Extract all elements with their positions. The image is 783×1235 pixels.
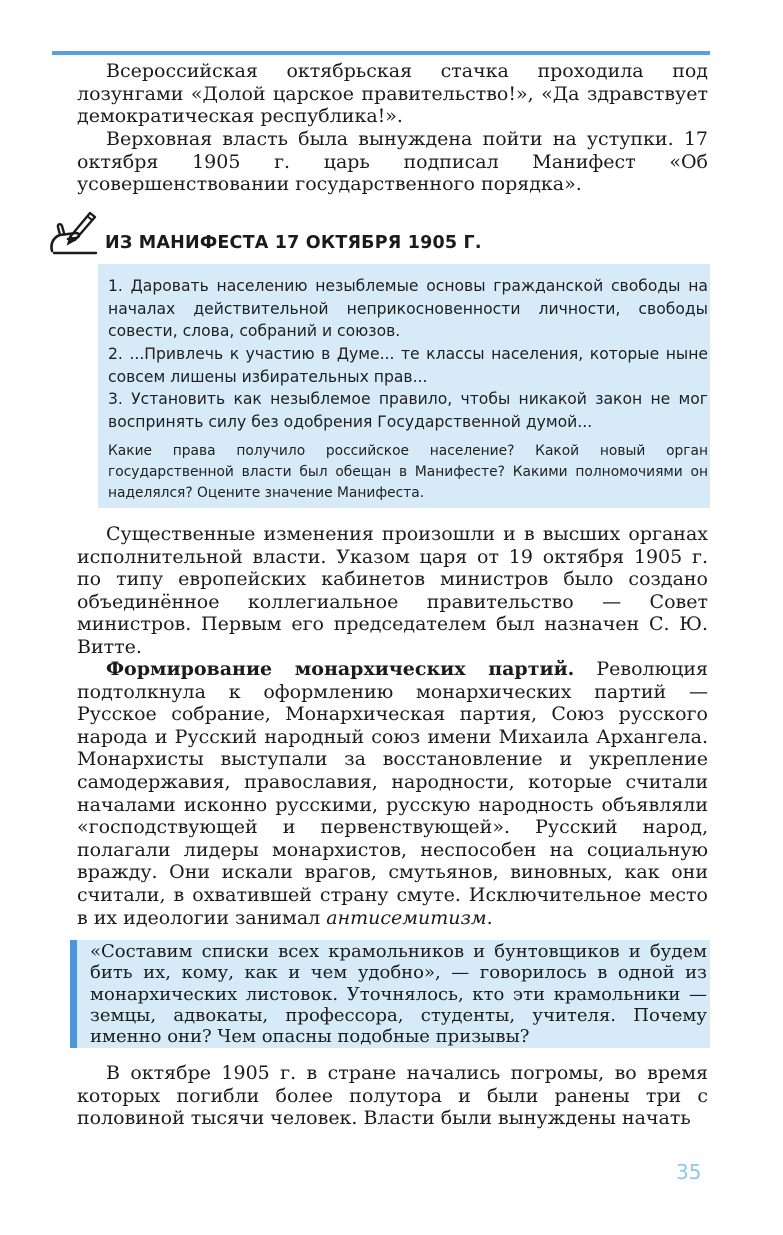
manifesto-item-2: 2. ...Привлечь к участию в Думе... те классы населения, которые ныне совсем лишены избирательных прав... xyxy=(108,345,708,386)
source-questions: Какие права получило российское население? Какой новый орган государственной власти был обещан в Манифесте? Какими полномочиями он наделялся? Оцените значение Манифеста. xyxy=(108,443,708,501)
header-divider xyxy=(52,51,710,55)
manifesto-item-3: 3. Установить как незыблемое правило, чтобы никакой закон не мог воспринять силу без одобрения Государственной думой... xyxy=(108,390,708,431)
body-paragraph-pogroms: В октябре 1905 г. в стране начались погромы, во время которых погибли более полутора и были ранены три с половиной тысячи человек. Власти были вынуждены начать xyxy=(77,1062,708,1130)
source-section-header xyxy=(46,207,708,261)
source-section-title: ИЗ МАНИФЕСТА 17 ОКТЯБРЯ 1905 Г. xyxy=(105,233,482,253)
paragraph-end: . xyxy=(486,906,493,929)
quote-text: «Составим списки всех крамольников и бунтовщиков и будем бить их, кому, как и чем удобно», — говорилось в одной из монархических листовок. Уточнялось, кто эти крамольники — земцы, адвокаты, профессора, студенты, учителя. Почему именно они? Чем опасны подобные призывы? xyxy=(90,941,707,1048)
manifesto-item-1: 1. Даровать населению незыблемые основы гражданской свободы на началах действительной неприкосновенности личности, свободы совести, слова, собраний и союзов. xyxy=(108,277,708,341)
quote-accent-bar xyxy=(70,940,77,1048)
hand-writing-icon xyxy=(46,207,102,259)
page-number: 35 xyxy=(676,1160,702,1184)
paragraph-text: Революция подтолкнула к оформлению монархических партий — Русское собрание, Монархическая партия, Союз русского народа и Русский народный союз имени Михаила Архангела. Монархисты выступали за восстановление и укрепление самодержавия, православия, народности, которые считали началами исконно русскими, русскую народность объявляли «господствующей и первенствующей». Русский народ, полагали лидеры монархистов, неспособен на социальную вражду. Они искали врагов, смутьянов, виновных, как они считали, в охватившей страну смуте. Исключительное место в их идеологии занимал xyxy=(77,658,709,929)
key-term: антисемитизм xyxy=(326,906,487,929)
body-paragraph-council: Существенные изменения произошли и в высших органах исполнительной власти. Указом царя от 19 октября 1905 г. по типу европейских кабинетов министров было создано объединённое коллегиальное правительство — Совет министров. Первым его председателем был назначен С. Ю. Витте. xyxy=(77,523,708,658)
body-paragraph-monarchist-parties xyxy=(77,658,708,929)
intro-paragraph-2: Верховная власть была вынуждена пойти на уступки. 17 октября 1905 г. царь подписал Манифест «Об усовершенствовании государственного порядка». xyxy=(77,128,708,196)
section-heading: Формирование монархических партий. xyxy=(106,658,575,680)
intro-paragraph-1: Всероссийская октябрьская стачка проходила под лозунгами «Долой царское правительство!», «Да здравствует демократическая республика!». xyxy=(77,60,708,128)
